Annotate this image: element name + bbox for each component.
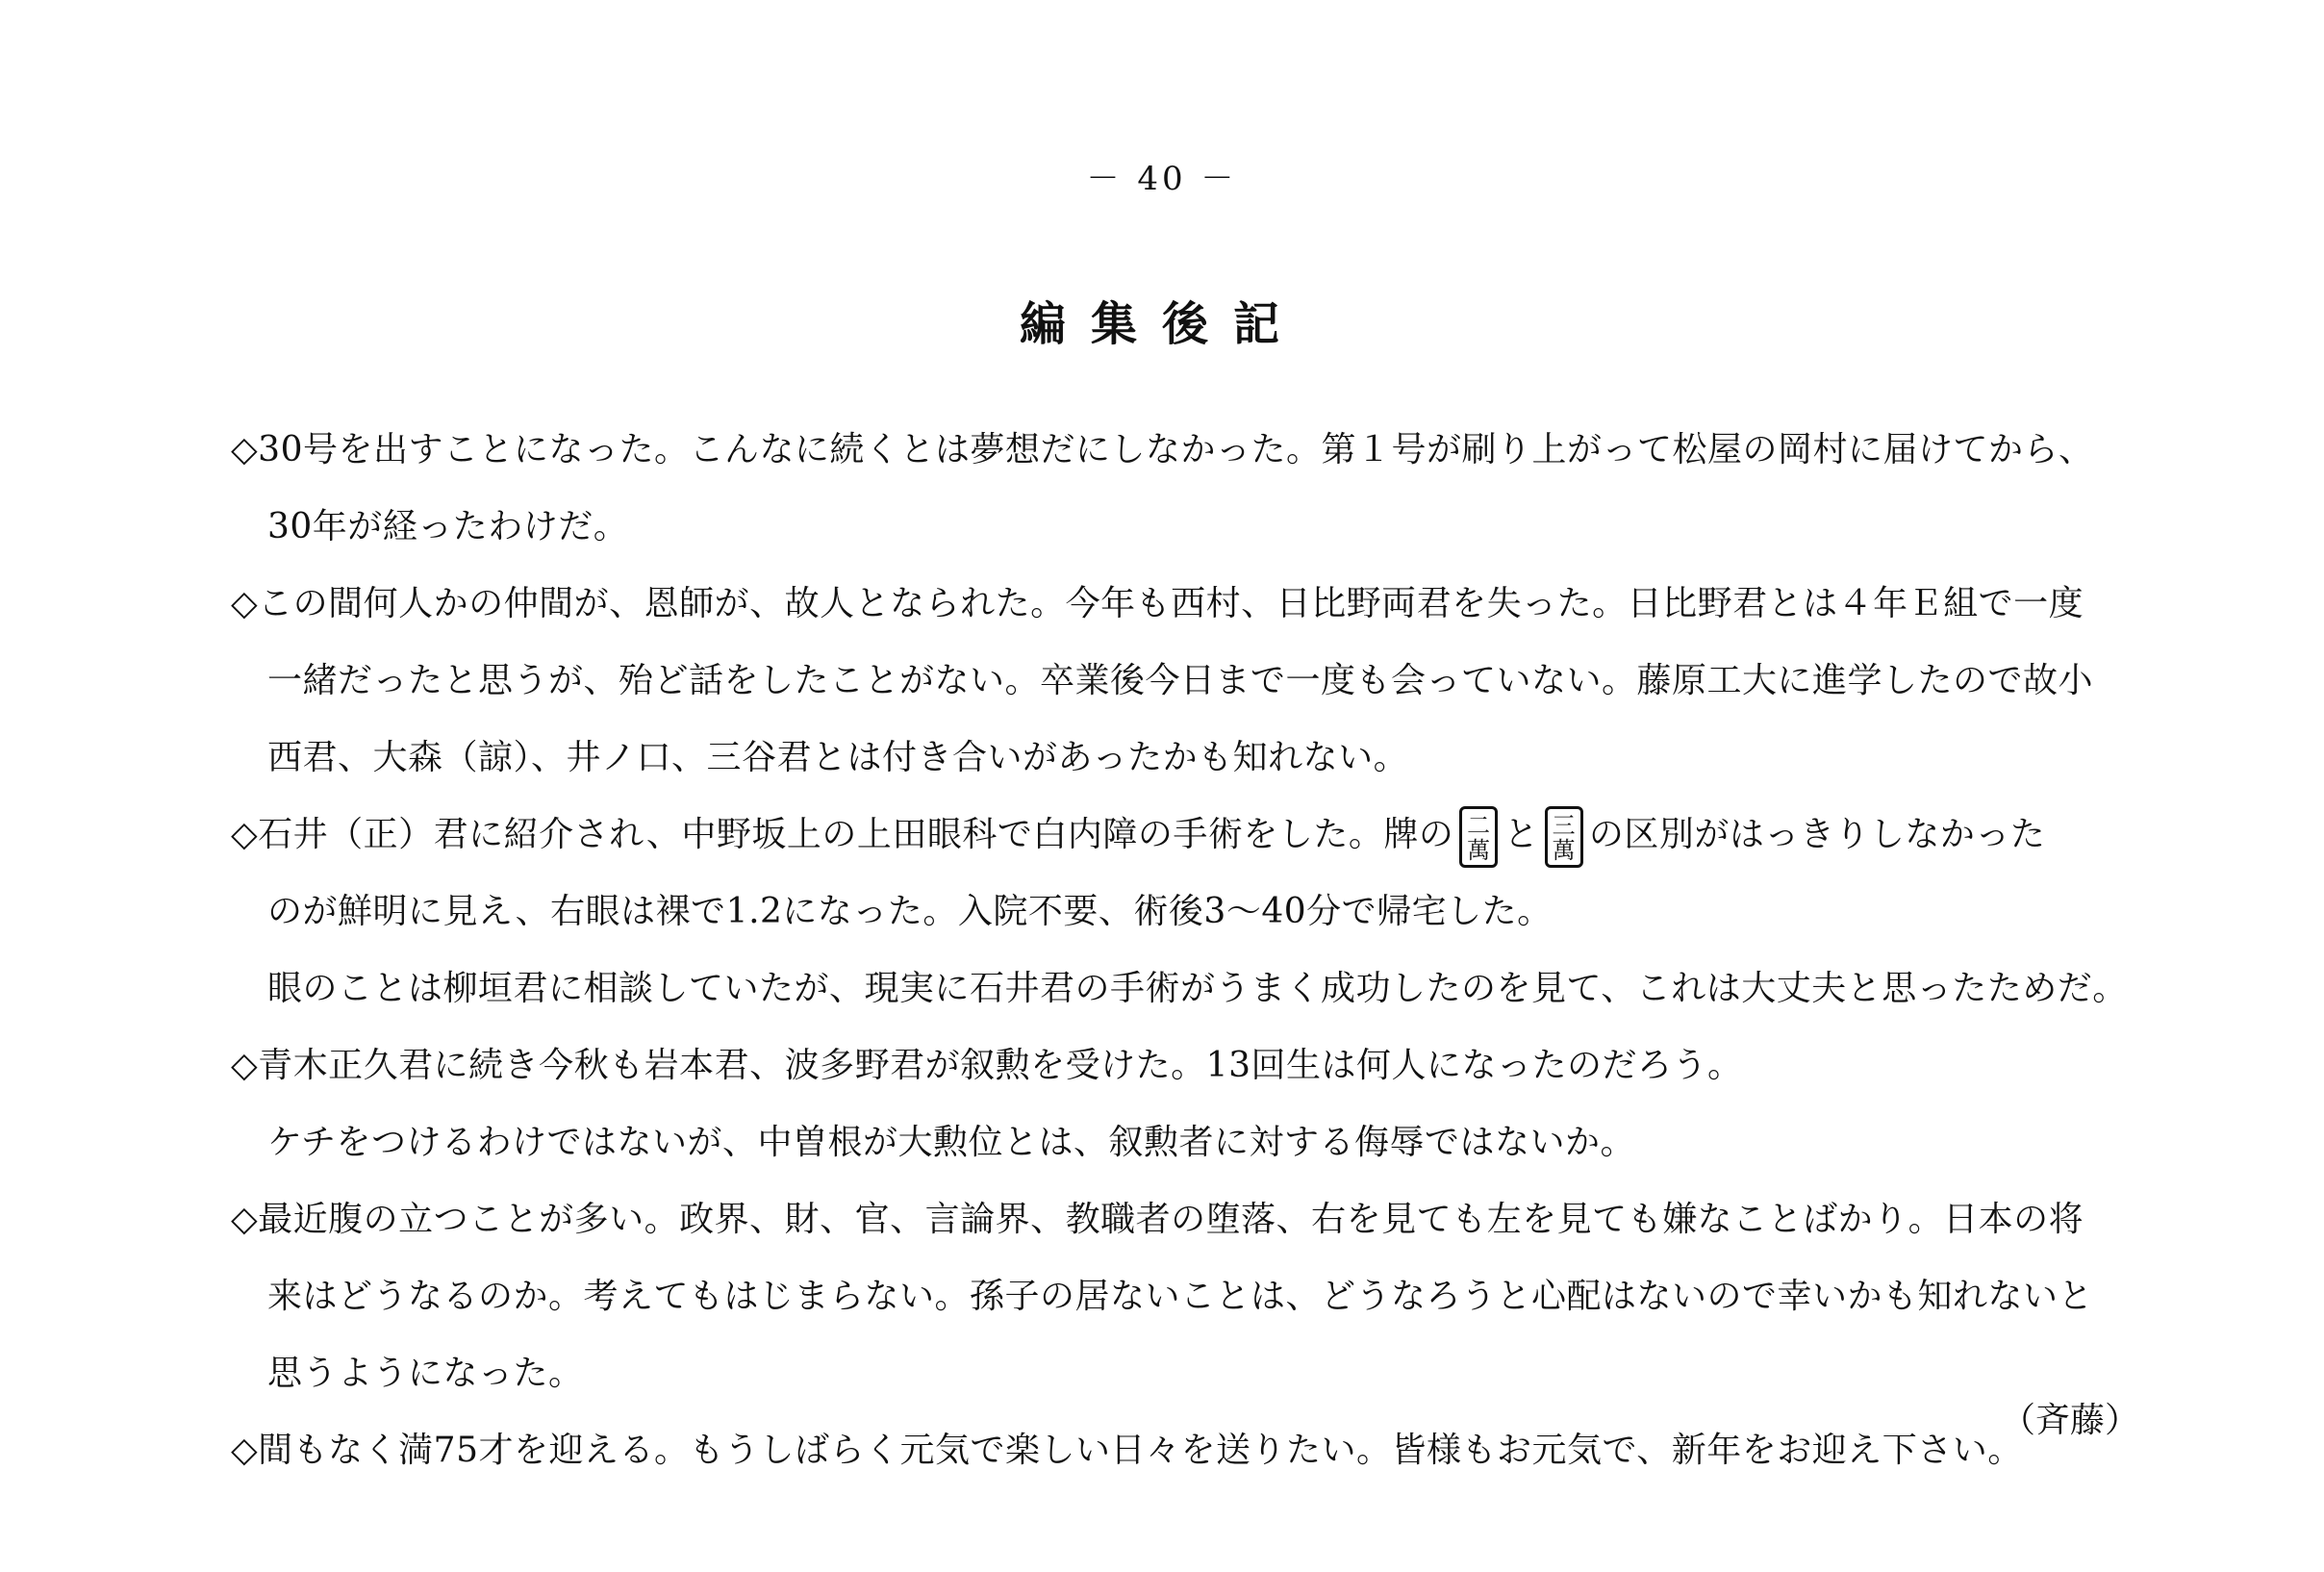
tile-bottom-char: 萬 (1467, 837, 1491, 864)
tile-top-char: 二 (1467, 812, 1491, 839)
editorial-body (231, 412, 2128, 1489)
mahjong-tile-icon (1459, 806, 1498, 868)
page-title: 編集後記 (1019, 297, 1304, 351)
tile-line-before: ◇石井（正）君に紹介され、中野坂上の上田眼科で白内障の手術をした。牌の (231, 815, 1454, 854)
text-line: 30年が経ったわけだ。 (267, 507, 629, 546)
tile-line-between: と (1503, 815, 1539, 854)
text-line: 思うようになった。 (267, 1354, 584, 1393)
text-line: ◇30号を出すことになった。こんなに続くとは夢想だにしなかった。第１号が刷り上がって松屋の岡村に届けてから、 (231, 430, 2094, 469)
tile-line-after: の区別がはっきりしなかった (1588, 815, 2046, 854)
text-line: ケチをつけるわけではないが、中曽根が大勲位とは、叙勲者に対する侮辱ではないか。 (267, 1123, 1636, 1162)
text-line: 一緒だったと思うが、殆ど話をしたことがない。卒業後今日まで一度も会っていない。藤原工大に進学したので故小 (267, 661, 2094, 700)
text-line: 眼のことは柳垣君に相談していたが、現実に石井君の手術がうまく成功したのを見て、これは大丈夫と思ったためだ。 (267, 969, 2128, 1008)
text-line: のが鮮明に見え、右眼は裸で1.2になった。入院不要、術後3～40分で帰宅した。 (267, 892, 1553, 931)
author-signature: （斉藤） (2001, 1401, 2140, 1440)
mahjong-tile-icon (1545, 806, 1583, 868)
tile-top-char: 三 (1552, 812, 1577, 839)
text-line: 西君、大森（諒）、井ノ口、三谷君とは付き合いがあったかも知れない。 (267, 738, 1409, 777)
page-number: － 40 － (1086, 160, 1238, 198)
tile-bottom-char: 萬 (1552, 837, 1577, 864)
text-line: ◇最近腹の立つことが多い。政界、財、官、言論界、教職者の堕落、右を見ても左を見ても嫌なことばかり。日本の将 (231, 1200, 2084, 1239)
text-line: ◇間もなく満75才を迎える。もうしばらく元気で楽しい日々を送りたい。皆様もお元気で、新年をお迎え下さい。 (231, 1431, 2023, 1470)
text-line: ◇青木正久君に続き今秋も岩本君、波多野君が叙勲を受けた。13回生は何人になったのだろう。 (231, 1046, 1743, 1085)
text-line: ◇この間何人かの仲間が、恩師が、故人となられた。今年も西村、日比野両君を失った。日比野君とは４年Ｅ組で一度 (231, 584, 2084, 623)
text-line-with-tiles (231, 797, 2116, 874)
text-line: 来はどうなるのか。考えてもはじまらない。孫子の居ないことは、どうなろうと心配はないので幸いかも知れないと (267, 1277, 2094, 1316)
